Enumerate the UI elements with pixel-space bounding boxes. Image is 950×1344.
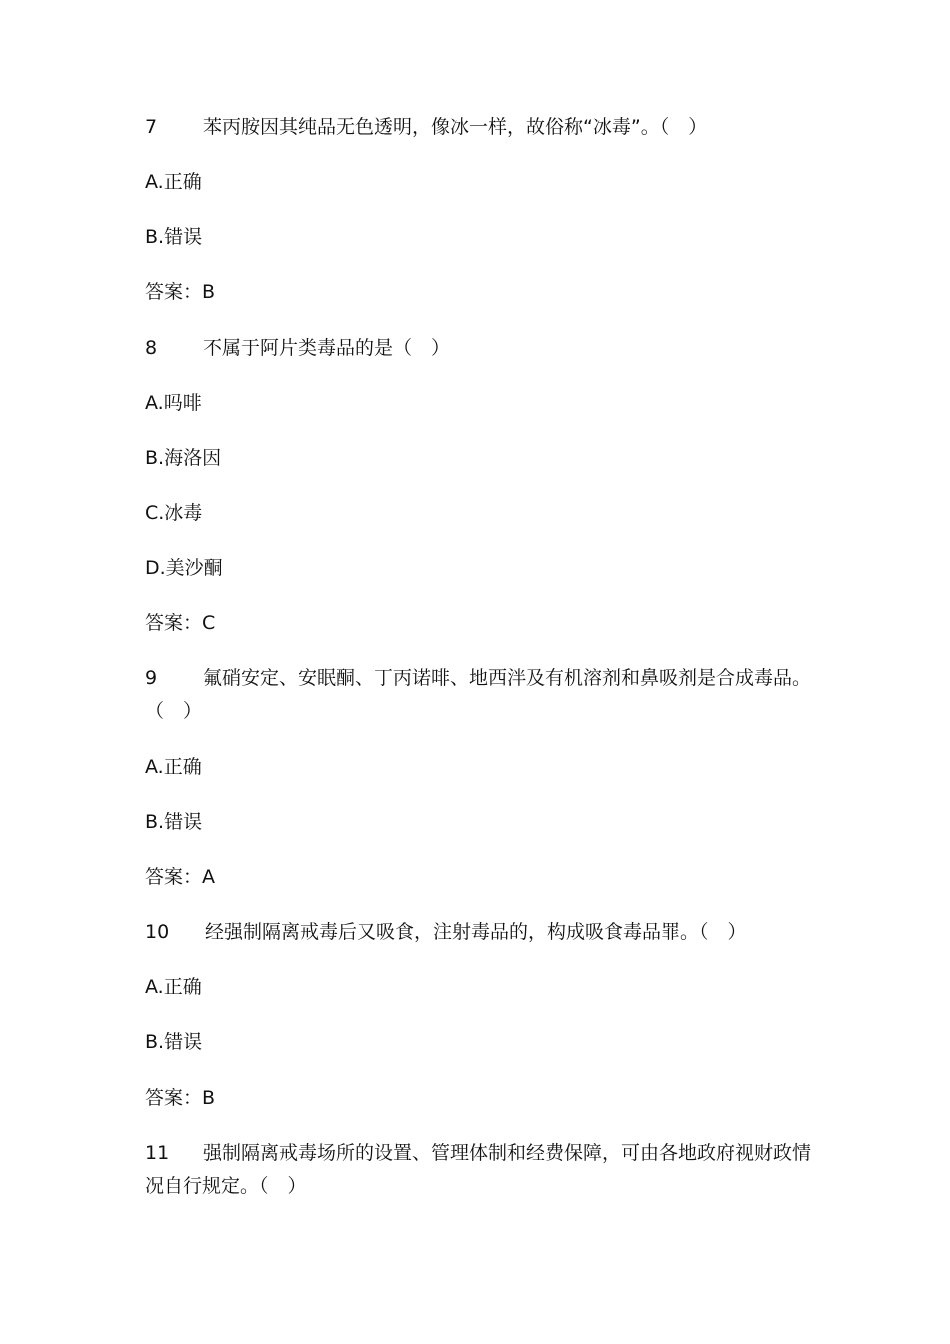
option-a: A.正确	[145, 976, 202, 998]
question-7	[145, 115, 707, 139]
answer: 答案：B	[145, 281, 216, 303]
option-b: B.海洛因	[145, 447, 222, 469]
option-a: A.正确	[145, 756, 202, 778]
question-text: 苯丙胺因其纯品无色透明，像冰一样，故俗称“冰毒”。（ ）	[203, 116, 708, 138]
answer: 答案：B	[145, 1087, 216, 1109]
question-text: 氟硝安定、安眠酮、丁丙诺啡、地西泮及有机溶剂和鼻吸剂是合成毒品。（ ）	[145, 667, 812, 722]
option-a: A.吗啡	[145, 392, 202, 414]
option-b: B.错误	[145, 226, 203, 248]
question-10	[145, 920, 747, 944]
answer: 答案：A	[145, 866, 215, 888]
question-text: 经强制隔离戒毒后又吸食，注射毒品的，构成吸食毒品罪。（ ）	[205, 921, 747, 943]
question-text: 不属于阿片类毒品的是（ ）	[203, 337, 451, 359]
question-11	[145, 1137, 815, 1203]
option-b: B.错误	[145, 1031, 203, 1053]
question-8	[145, 336, 450, 360]
question-number: 11	[145, 1142, 170, 1164]
option-c: C.冰毒	[145, 502, 203, 524]
question-number: 8	[145, 337, 158, 359]
option-d: D.美沙酮	[145, 557, 223, 579]
question-text: 强制隔离戒毒场所的设置、管理体制和经费保障，可由各地政府视财政情况自行规定。（ ）	[145, 1142, 812, 1197]
question-number: 9	[145, 667, 158, 689]
answer: 答案：C	[145, 612, 216, 634]
question-number: 7	[145, 116, 158, 138]
option-b: B.错误	[145, 811, 203, 833]
option-a: A.正确	[145, 171, 202, 193]
question-9	[145, 662, 815, 728]
question-number: 10	[145, 921, 170, 943]
